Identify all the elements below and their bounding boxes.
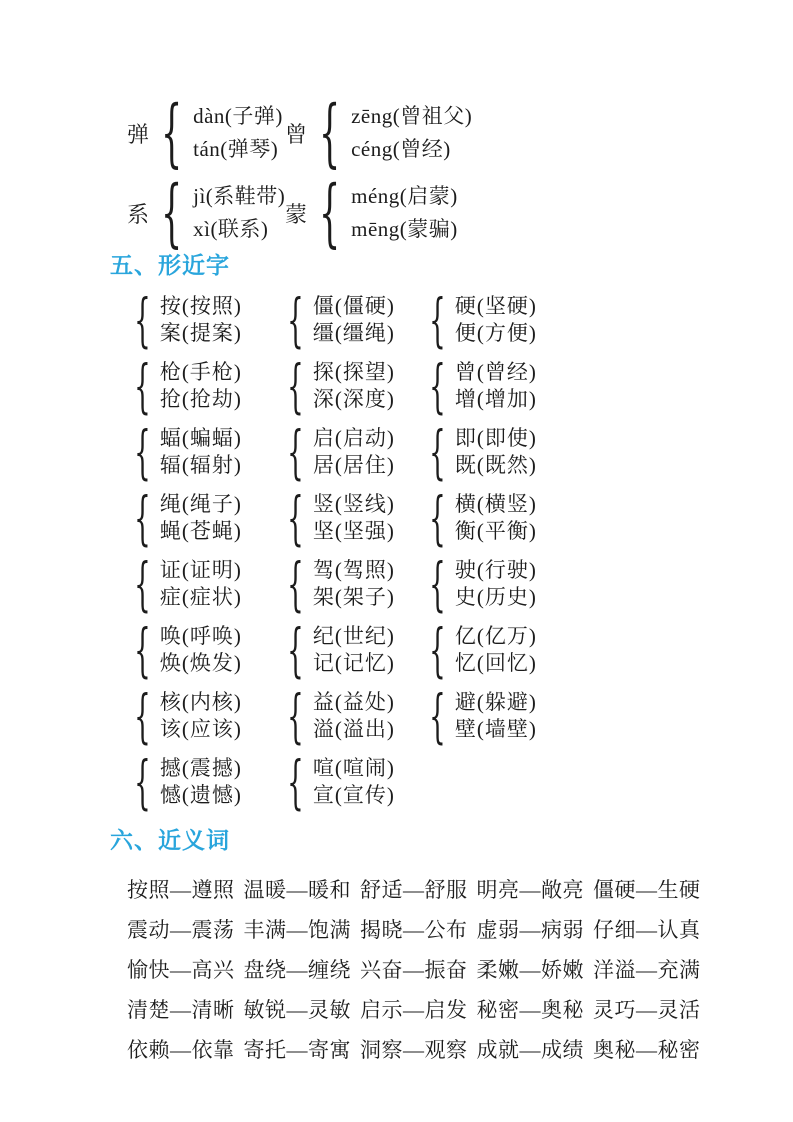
- similar-character-pair-lines: [313, 491, 395, 545]
- synonym-pair: 盘绕—缠绕: [243, 958, 351, 982]
- similar-character-entry: 忆(回忆): [454, 651, 537, 675]
- similar-character-pair-lines: [455, 359, 537, 413]
- synonym-pair: 明亮—敞亮: [476, 878, 584, 902]
- similar-character-pair: [280, 484, 422, 552]
- similar-character-pair-lines: [313, 689, 395, 743]
- multi-reading-character: 系: [127, 201, 150, 227]
- multi-reading-grid: [127, 90, 733, 256]
- similar-character-pair-lines: [160, 491, 242, 545]
- similar-character-entry: 增(增加): [454, 387, 537, 411]
- similar-character-entry: 憾(遗憾): [159, 783, 242, 807]
- similar-character-entry: 亿(亿万): [454, 624, 537, 648]
- synonym-pair: 柔嫩—娇嫩: [476, 958, 584, 982]
- left-brace-icon: {: [160, 90, 183, 176]
- left-brace-icon: {: [429, 484, 446, 552]
- left-brace-icon: {: [429, 352, 446, 420]
- synonym-pair: 僵硬—生硬: [593, 878, 701, 902]
- left-brace-icon: {: [318, 90, 341, 176]
- similar-character-pair: [422, 616, 537, 684]
- similar-character-entry: 深(深度): [312, 387, 395, 411]
- similar-character-pair: [127, 418, 280, 486]
- similar-character-pair-lines: [313, 623, 395, 677]
- synonym-line: [127, 990, 733, 1030]
- similar-character-pair: [127, 682, 280, 750]
- left-brace-icon: {: [287, 286, 304, 354]
- similar-character-entry: 症(症状): [159, 585, 242, 609]
- similar-character-entry: 驶(行驶): [454, 558, 537, 582]
- similar-character-pair-lines: [455, 689, 537, 743]
- left-brace-icon: {: [287, 484, 304, 552]
- similar-character-pair: [127, 484, 280, 552]
- left-brace-icon: {: [134, 616, 151, 684]
- similar-character-pair: [280, 550, 422, 618]
- similar-character-pair-lines: [313, 755, 395, 809]
- left-brace-icon: {: [134, 550, 151, 618]
- left-brace-icon: {: [134, 352, 151, 420]
- similar-character-entry: 衡(平衡): [454, 519, 537, 543]
- left-brace-icon: {: [287, 748, 304, 816]
- multi-reading-readings: [193, 180, 285, 246]
- section-title-similar-characters: 五、形近字: [110, 252, 230, 278]
- similar-character-pair: [422, 418, 537, 486]
- similar-character-pair-lines: [313, 359, 395, 413]
- synonym-pair: 舒适—舒服: [360, 878, 468, 902]
- similar-character-pair-lines: [455, 425, 537, 479]
- multi-reading-reading: tán(弹琴): [193, 137, 279, 161]
- similar-character-pair: [422, 286, 537, 354]
- similar-character-pair-lines: [160, 557, 242, 611]
- multi-reading-readings: [351, 100, 472, 166]
- similar-character-entry: 抢(抢劫): [159, 387, 242, 411]
- similar-character-entry: 居(居住): [312, 453, 395, 477]
- similar-character-pair-lines: [160, 623, 242, 677]
- synonym-pair: 丰满—饱满: [243, 918, 351, 942]
- similar-character-entry: 启(启动): [312, 426, 395, 450]
- similar-character-pair: [422, 550, 537, 618]
- left-brace-icon: {: [429, 616, 446, 684]
- similar-character-entry: 蝇(苍蝇): [159, 519, 242, 543]
- similar-character-pair-lines: [313, 425, 395, 479]
- similar-character-pair: [280, 352, 422, 420]
- multi-reading-character: 弹: [127, 121, 150, 147]
- multi-reading-group: [285, 90, 473, 176]
- synonym-pair: 兴奋—振奋: [360, 958, 468, 982]
- multi-reading-reading: xì(联系): [193, 217, 269, 241]
- synonym-pair: 虚弱—病弱: [476, 918, 584, 942]
- similar-character-entry: 驾(驾照): [312, 558, 395, 582]
- left-brace-icon: {: [160, 170, 183, 256]
- multi-reading-reading: céng(曾经): [351, 137, 451, 161]
- synonym-pair: 启示—启发: [360, 998, 468, 1022]
- left-brace-icon: {: [134, 682, 151, 750]
- similar-character-pair-lines: [455, 491, 537, 545]
- similar-character-entry: 记(记忆): [312, 651, 395, 675]
- similar-character-entry: 坚(坚强): [312, 519, 395, 543]
- similar-character-entry: 按(按照): [159, 294, 242, 318]
- similar-character-pair-lines: [455, 557, 537, 611]
- multi-reading-reading: dàn(子弹): [193, 104, 283, 128]
- synonym-pair: 奥秘—秘密: [593, 1038, 701, 1062]
- similar-character-entry: 溢(溢出): [312, 717, 395, 741]
- grid-spacer: [422, 753, 537, 811]
- similar-character-pair: [127, 616, 280, 684]
- similar-character-entry: 缰(缰绳): [312, 321, 395, 345]
- similar-character-pair: [127, 352, 280, 420]
- similar-character-pair-lines: [160, 293, 242, 347]
- similar-character-entry: 益(益处): [312, 690, 395, 714]
- similar-character-pair: [127, 550, 280, 618]
- similar-character-entry: 喧(喧闹): [312, 756, 395, 780]
- similar-character-entry: 硬(坚硬): [454, 294, 537, 318]
- synonym-line: [127, 950, 733, 990]
- multi-reading-character: 曾: [285, 121, 308, 147]
- left-brace-icon: {: [287, 418, 304, 486]
- left-brace-icon: {: [287, 616, 304, 684]
- synonym-line: [127, 870, 733, 910]
- section-title-synonyms: 六、近义词: [110, 827, 230, 853]
- similar-character-pair-lines: [313, 557, 395, 611]
- similar-character-pair: [422, 682, 537, 750]
- synonym-pair: 震动—震荡: [127, 918, 235, 942]
- similar-character-entry: 该(应该): [159, 717, 242, 741]
- similar-character-pair: [280, 616, 422, 684]
- similar-character-entry: 核(内核): [159, 690, 242, 714]
- similar-character-entry: 唤(呼唤): [159, 624, 242, 648]
- multi-reading-group: [127, 90, 285, 176]
- similar-characters-section: [110, 252, 733, 816]
- similar-character-entry: 绳(绳子): [159, 492, 242, 516]
- similar-character-pair-lines: [313, 293, 395, 347]
- multi-reading-reading: zēng(曾祖父): [351, 104, 473, 128]
- left-brace-icon: {: [134, 418, 151, 486]
- similar-character-entry: 曾(曾经): [454, 360, 537, 384]
- similar-character-entry: 焕(焕发): [159, 651, 242, 675]
- similar-character-entry: 僵(僵硬): [312, 294, 395, 318]
- similar-character-entry: 辐(辐射): [159, 453, 242, 477]
- left-brace-icon: {: [134, 286, 151, 354]
- synonym-pair: 按照—遵照: [127, 878, 235, 902]
- similar-character-pair: [280, 418, 422, 486]
- synonym-pair: 成就—成绩: [476, 1038, 584, 1062]
- similar-character-pair: [422, 352, 537, 420]
- similar-character-entry: 宣(宣传): [312, 783, 395, 807]
- similar-character-entry: 探(探望): [312, 360, 395, 384]
- similar-character-entry: 既(既然): [454, 453, 537, 477]
- similar-character-pair: [127, 748, 280, 816]
- left-brace-icon: {: [429, 418, 446, 486]
- synonym-pair: 揭晓—公布: [360, 918, 468, 942]
- multi-reading-reading: mēng(蒙骗): [351, 217, 458, 241]
- similar-character-pair: [280, 748, 422, 816]
- similar-character-entry: 横(横竖): [454, 492, 537, 516]
- synonym-pair: 敏锐—灵敏: [243, 998, 351, 1022]
- similar-character-entry: 案(提案): [159, 321, 242, 345]
- similar-character-pair-lines: [160, 689, 242, 743]
- similar-character-pair-lines: [160, 359, 242, 413]
- similar-character-entry: 壁(墙壁): [454, 717, 537, 741]
- left-brace-icon: {: [134, 748, 151, 816]
- synonyms-block: [127, 870, 733, 1070]
- synonym-pair: 洞察—观察: [360, 1038, 468, 1062]
- multi-reading-section: [110, 90, 733, 256]
- similar-character-entry: 史(历史): [454, 585, 537, 609]
- multi-reading-group: [127, 170, 286, 256]
- similar-character-entry: 证(证明): [159, 558, 242, 582]
- synonym-pair: 灵巧—灵活: [593, 998, 701, 1022]
- synonyms-section: [110, 827, 733, 1070]
- left-brace-icon: {: [429, 286, 446, 354]
- left-brace-icon: {: [287, 682, 304, 750]
- similar-character-pair-lines: [455, 623, 537, 677]
- similar-character-entry: 纪(世纪): [312, 624, 395, 648]
- similar-character-pair-lines: [160, 755, 242, 809]
- similar-character-pair-lines: [455, 293, 537, 347]
- left-brace-icon: {: [287, 550, 304, 618]
- left-brace-icon: {: [429, 550, 446, 618]
- similar-character-entry: 蝠(蝙蝠): [159, 426, 242, 450]
- similar-character-entry: 枪(手枪): [159, 360, 242, 384]
- multi-reading-group: [285, 170, 472, 256]
- similar-character-pair: [280, 286, 422, 354]
- similar-character-pair: [280, 682, 422, 750]
- synonym-pair: 清楚—清晰: [127, 998, 235, 1022]
- synonym-pair: 仔细—认真: [593, 918, 701, 942]
- similar-character-entry: 即(即使): [454, 426, 537, 450]
- synonym-pair: 洋溢—充满: [593, 958, 701, 982]
- multi-reading-readings: [193, 100, 283, 166]
- similar-character-entry: 撼(震撼): [159, 756, 242, 780]
- similar-character-pair: [422, 484, 537, 552]
- synonym-pair: 温暖—暖和: [243, 878, 351, 902]
- synonym-pair: 秘密—奥秘: [476, 998, 584, 1022]
- similar-characters-grid: [127, 286, 733, 816]
- similar-character-pair: [127, 286, 280, 354]
- multi-reading-readings: [351, 180, 458, 246]
- similar-character-entry: 避(躲避): [454, 690, 537, 714]
- similar-character-pair-lines: [160, 425, 242, 479]
- left-brace-icon: {: [287, 352, 304, 420]
- similar-character-entry: 架(架子): [312, 585, 395, 609]
- synonym-line: [127, 910, 733, 950]
- similar-character-entry: 竖(竖线): [312, 492, 395, 516]
- left-brace-icon: {: [318, 170, 341, 256]
- synonym-pair: 依赖—依靠: [127, 1038, 235, 1062]
- left-brace-icon: {: [134, 484, 151, 552]
- synonym-pair: 愉快—高兴: [127, 958, 235, 982]
- similar-character-entry: 便(方便): [454, 321, 537, 345]
- multi-reading-reading: méng(启蒙): [351, 184, 458, 208]
- left-brace-icon: {: [429, 682, 446, 750]
- synonym-line: [127, 1030, 733, 1070]
- multi-reading-reading: jì(系鞋带): [193, 184, 286, 208]
- multi-reading-character: 蒙: [285, 201, 308, 227]
- synonym-pair: 寄托—寄寓: [243, 1038, 351, 1062]
